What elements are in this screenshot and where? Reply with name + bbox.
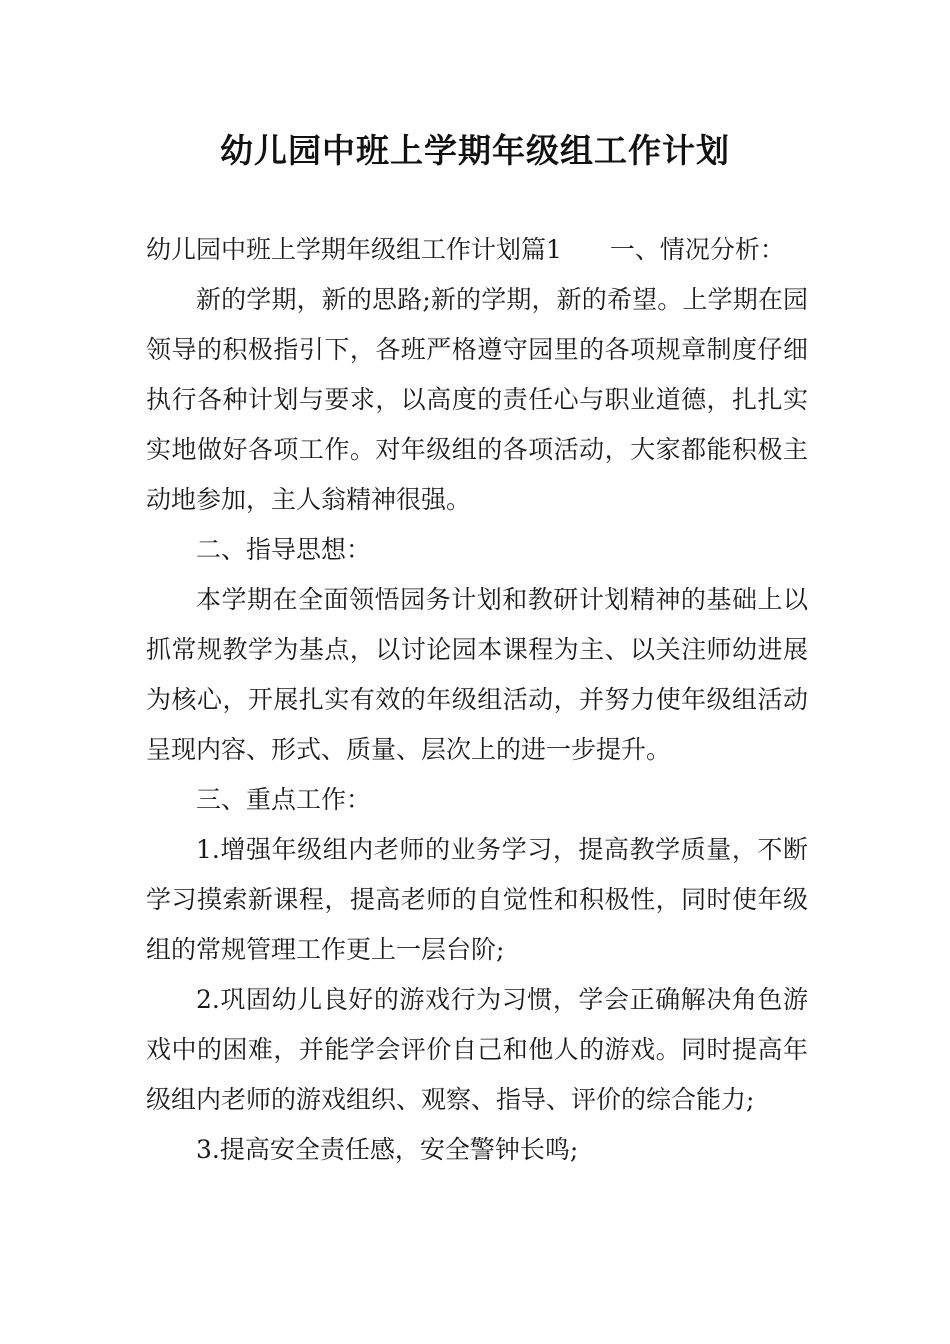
- list-item-1: 1.增强年级组内老师的业务学习，提高教学质量，不断学习摸索新课程，提高老师的自觉性和积极性，同时使年级组的常规管理工作更上一层台阶;: [146, 835, 808, 964]
- document-title: 幼儿园中班上学期年级组工作计划: [220, 131, 730, 170]
- section-heading-guiding: 二、指导思想：: [196, 535, 372, 564]
- document-body: [146, 225, 808, 1175]
- paragraph-situation: 新的学期，新的思路;新的学期，新的希望。上学期在园领导的积极指引下，各班严格遵守园里的各项规章制度仔细执行各种计划与要求，以高度的责任心与职业道德，扎扎实实地做好各项工作。对年级组的各项活动，大家都能积极主动地参加，主人翁精神很强。: [146, 285, 808, 514]
- document-subtitle: 幼儿园中班上学期年级组工作计划篇1: [146, 235, 562, 264]
- section-heading-key-work: 三、重点工作：: [196, 785, 372, 814]
- section-heading-situation: 一、情况分析：: [609, 235, 785, 264]
- list-item-3: 3.提高安全责任感，安全警钟长鸣;: [196, 1135, 579, 1164]
- list-item-2: 2.巩固幼儿良好的游戏行为习惯，学会正确解决角色游戏中的困难，并能学会评价自己和他人的游戏。同时提高年级组内老师的游戏组织、观察、指导、评价的综合能力;: [146, 985, 808, 1114]
- subtitle-line: [146, 225, 808, 275]
- paragraph-guiding: 本学期在全面领悟园务计划和教研计划精神的基础上以抓常规教学为基点，以讨论园本课程为主、以关注师幼进展为核心，开展扎实有效的年级组活动，并努力使年级组活动呈现内容、形式、质量、层次上的进一步提升。: [146, 585, 808, 764]
